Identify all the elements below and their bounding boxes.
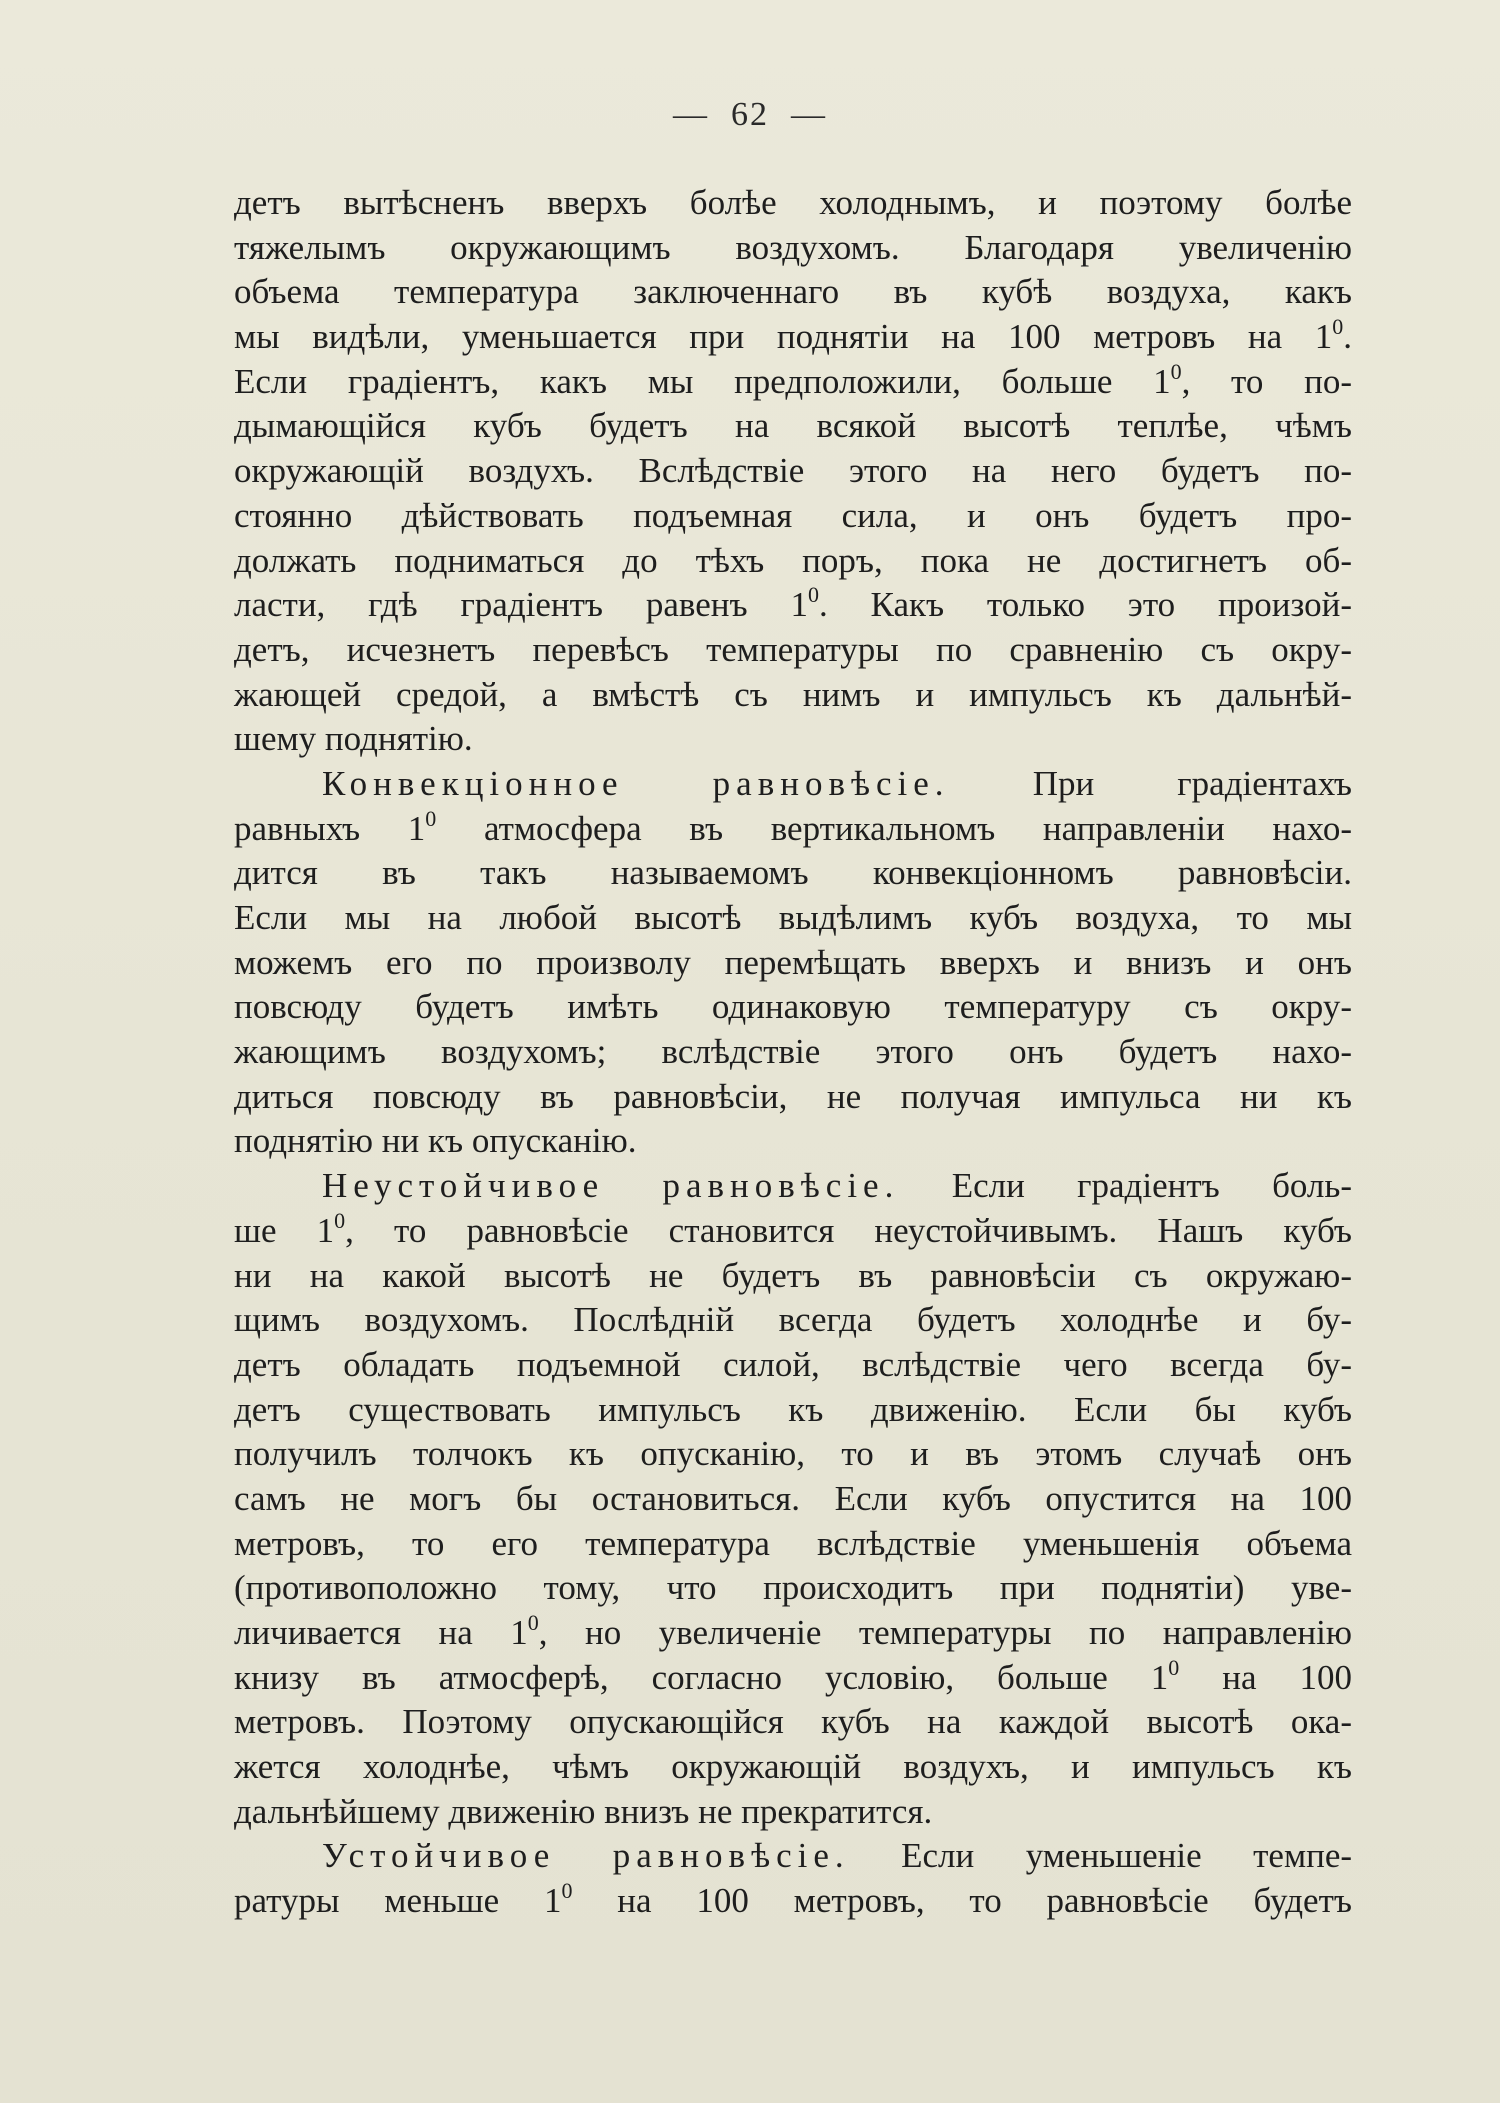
degree-mark: 0 bbox=[807, 582, 819, 608]
text-line: диться повсюду въ равновѣсіи, не получая импульса ни къ bbox=[234, 1076, 1352, 1116]
text-line: метровъ, то его температура вслѣдствіе уменьшенія объема bbox=[234, 1523, 1352, 1563]
text-line: книзу въ атмосферѣ, согласно условію, больше $1^0$ на 100 bbox=[234, 1654, 1353, 1697]
text-line: повсюду будетъ имѣть одинаковую температуру съ окру- bbox=[234, 987, 1352, 1027]
degree-mark: 0 bbox=[425, 805, 437, 831]
degree-mark: 0 bbox=[1332, 314, 1344, 340]
text-line: стоянно дѣйствовать подъемная сила, и онъ будетъ про- bbox=[234, 495, 1352, 535]
degree-mark: 0 bbox=[1168, 1654, 1180, 1680]
text-line: метровъ. Поэтому опускающійся кубъ на каждой высотѣ ока- bbox=[234, 1702, 1352, 1742]
text-line: шему поднятію. bbox=[234, 719, 473, 759]
section-heading-convective: Конвекціонное равновѣсіе. bbox=[322, 763, 950, 803]
text-line: жающей средой, а вмѣстѣ съ нимъ и импульсъ къ дальнѣй- bbox=[234, 674, 1352, 714]
text-line: щимъ воздухомъ. Послѣдній всегда будетъ холоднѣе и бу- bbox=[234, 1300, 1352, 1340]
text-line: поднятію ни къ опусканію. bbox=[234, 1121, 637, 1161]
page-number-dash-right: — bbox=[791, 96, 827, 133]
text-line: ратуры меньше $1^0$ на 100 метровъ, то равновѣсіе будетъ bbox=[234, 1878, 1352, 1921]
text-line: Если градіентъ, какъ мы предположили, больше $1^0$, то по- bbox=[234, 358, 1352, 401]
text-line: дится въ такъ называемомъ конвекціонномъ равновѣсіи. bbox=[234, 853, 1352, 893]
section-heading-stable: Устойчивое равновѣсіе. bbox=[322, 1836, 850, 1876]
text-line: окружающій воздухъ. Вслѣдствіе этого на него будетъ по- bbox=[234, 451, 1352, 491]
section-heading-unstable: Неустойчивое равновѣсіе. bbox=[322, 1166, 900, 1206]
text-line: личивается на $1^0$, но увеличеніе температуры по направленію bbox=[234, 1610, 1352, 1652]
text-line: дальнѣйшему движенію внизъ не прекратится. bbox=[234, 1791, 933, 1831]
text-line: (противоположно тому, что происходитъ при поднятіи) уве- bbox=[234, 1568, 1352, 1608]
text-line: ласти, гдѣ градіентъ равенъ $1^0$. Какъ только это произой- bbox=[234, 582, 1352, 625]
text-line: получилъ толчокъ къ опусканію, то и въ этомъ случаѣ онъ bbox=[234, 1434, 1352, 1474]
text-line: ни на какой высотѣ не будетъ въ равновѣсіи съ окружаю- bbox=[234, 1255, 1352, 1295]
text-line: дымающійся кубъ будетъ на всякой высотѣ теплѣе, чѣмъ bbox=[234, 406, 1352, 446]
body-text bbox=[234, 181, 1352, 1924]
text-line: жающимъ воздухомъ; вслѣдствіе этого онъ будетъ нахо- bbox=[234, 1032, 1352, 1072]
text-line: должать подниматься до тѣхъ поръ, пока не достигнетъ об- bbox=[234, 540, 1352, 580]
text-line: можемъ его по произволу перемѣщать вверхъ и внизъ и онъ bbox=[234, 942, 1352, 982]
degree-mark: 0 bbox=[561, 1878, 573, 1904]
text-line: жется холоднѣе, чѣмъ окружающій воздухъ, и импульсъ къ bbox=[234, 1747, 1352, 1787]
text-line: детъ обладать подъемной силой, вслѣдствіе чего всегда бу- bbox=[234, 1344, 1352, 1384]
paragraph-first-line bbox=[234, 1164, 1352, 1209]
paragraph-lead-text: При градіентахъ bbox=[1032, 763, 1353, 803]
page-number-dash-left: — bbox=[673, 96, 709, 133]
text-line: детъ, исчезнетъ перевѣсъ температуры по сравненію съ окру- bbox=[234, 629, 1352, 669]
text-line: мы видѣли, уменьшается при поднятіи на 100 метровъ на $1^0$. bbox=[234, 314, 1352, 357]
page-number bbox=[0, 96, 1500, 134]
text-line: самъ не могъ бы остановиться. Если кубъ опустится на 100 bbox=[234, 1478, 1352, 1518]
text-line: детъ существовать импульсъ къ движенію. Если бы кубъ bbox=[234, 1389, 1352, 1429]
text-line: равныхъ $1^0$ атмосфера въ вертикальномъ направленіи нахо- bbox=[234, 805, 1352, 848]
page-number-value: 62 bbox=[731, 96, 769, 133]
text-line: Если мы на любой высотѣ выдѣлимъ кубъ воздуха, то мы bbox=[234, 898, 1352, 937]
text-line: ше $1^0$, то равновѣсіе становится неустойчивымъ. Нашъ кубъ bbox=[234, 1207, 1352, 1250]
degree-mark: 0 bbox=[1170, 358, 1182, 384]
text-line: тяжелымъ окружающимъ воздухомъ. Благодаря увеличенію bbox=[234, 227, 1352, 267]
text-line: детъ вытѣсненъ вверхъ болѣе холоднымъ, и поэтому болѣе bbox=[234, 183, 1352, 222]
paragraph-lead-text: Если уменьшеніе темпе- bbox=[901, 1836, 1353, 1876]
degree-mark: 0 bbox=[527, 1610, 539, 1635]
degree-mark: 0 bbox=[334, 1207, 346, 1233]
paragraph-lead-text: Если градіентъ боль- bbox=[951, 1166, 1353, 1206]
paragraph-first-line bbox=[234, 762, 1352, 807]
paragraph-first-line bbox=[234, 1834, 1352, 1879]
text-line: объема температура заключеннаго въ кубѣ воздуха, какъ bbox=[234, 272, 1352, 312]
